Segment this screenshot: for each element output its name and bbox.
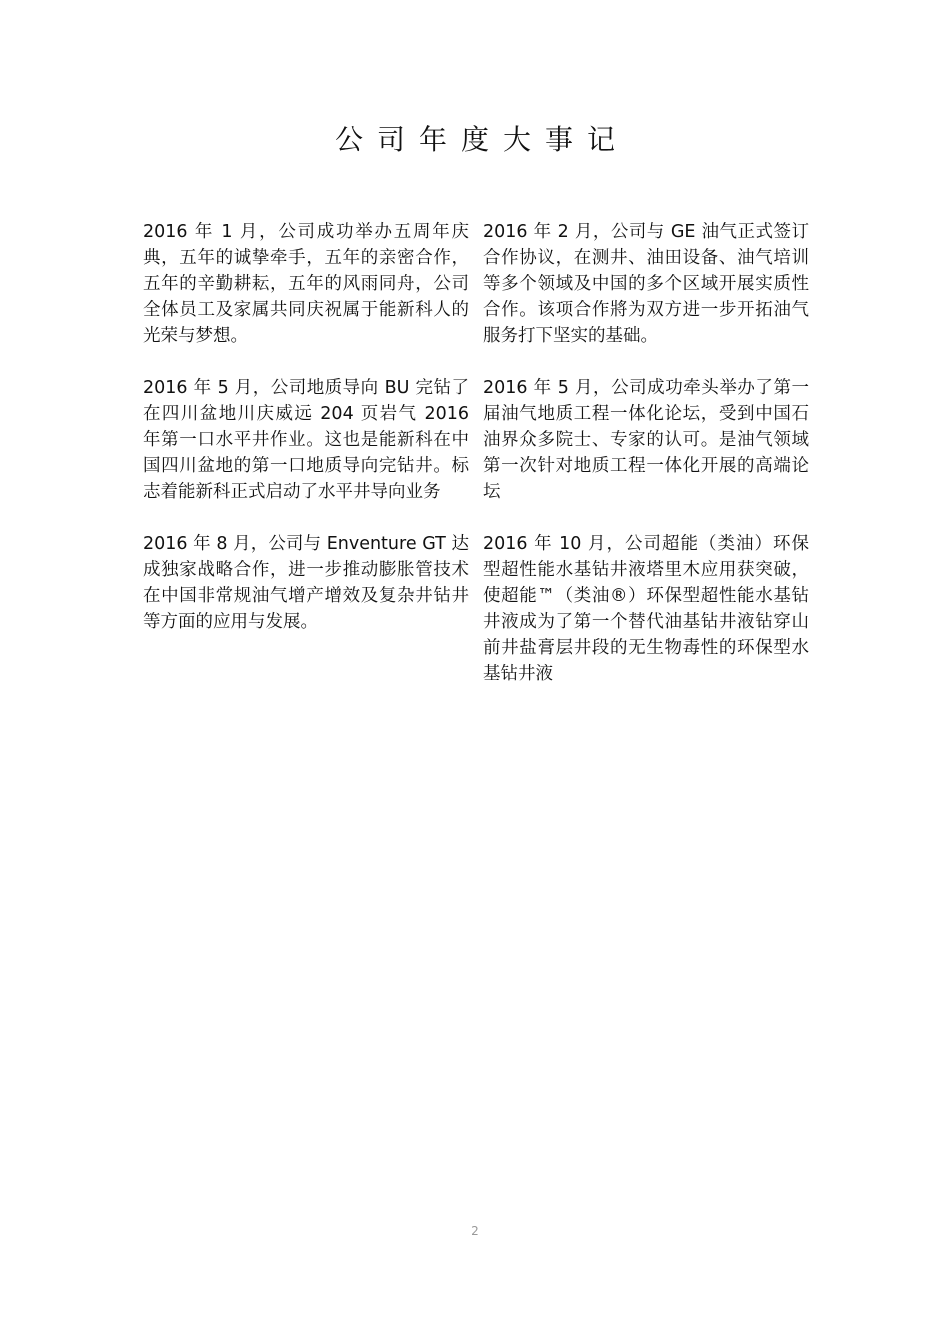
entry-2016-feb — [483, 219, 809, 349]
entry-2016-may-geosteering — [143, 375, 469, 505]
entry-text: 2016 年 5 月，公司地质导向 BU 完钻了在四川盆地川庆威远 204 页岩气 2016 年第一口水平井作业。这也是能新科在中国四川盆地的第一口地质导向完钻井。标志着能新科正式启动了水平井导向业务 — [143, 378, 469, 502]
entry-2016-may-forum — [483, 375, 809, 505]
entry-2016-oct — [483, 531, 809, 687]
page-number: 2 — [471, 1224, 479, 1238]
entry-text: 2016 年 8 月，公司与 Enventure GT 达成独家战略合作，进一步推动膨胀管技术在中国非常规油气增产增效及复杂井钻井等方面的应用与发展。 — [143, 534, 469, 632]
entry-2016-jan — [143, 219, 469, 349]
entry-text: 2016 年 1 月，公司成功举办五周年庆典，五年的诚挚牵手，五年的亲密合作，五年的辛勤耕耘，五年的风雨同舟，公司全体员工及家属共同庆祝属于能新科人的光荣与梦想。 — [143, 222, 469, 346]
page-title: 公司年度大事记 — [334, 123, 629, 156]
entry-text: 2016 年 2 月，公司与 GE 油气正式签订合作协议，在测井、油田设备、油气培训等多个领域及中国的多个区域开展实质性合作。该项合作將为双方进一步开拓油气服务打下坚实的基础。 — [483, 222, 809, 346]
entry-2016-aug — [143, 531, 469, 635]
entry-text: 2016 年 5 月，公司成功牵头举办了第一届油气地质工程一体化论坛，受到中国石油界众多院士、专家的认可。是油气领域第一次针对地质工程一体化开展的高端论坛 — [483, 378, 809, 502]
entry-text: 2016 年 10 月，公司超能（类油）环保型超性能水基钻井液塔里木应用获突破，使超能™（类油®）环保型超性能水基钻井液成为了第一个替代油基钻井液钻穿山前井盐膏层井段的无生物毒性的环保型水基钻井液 — [483, 534, 809, 684]
